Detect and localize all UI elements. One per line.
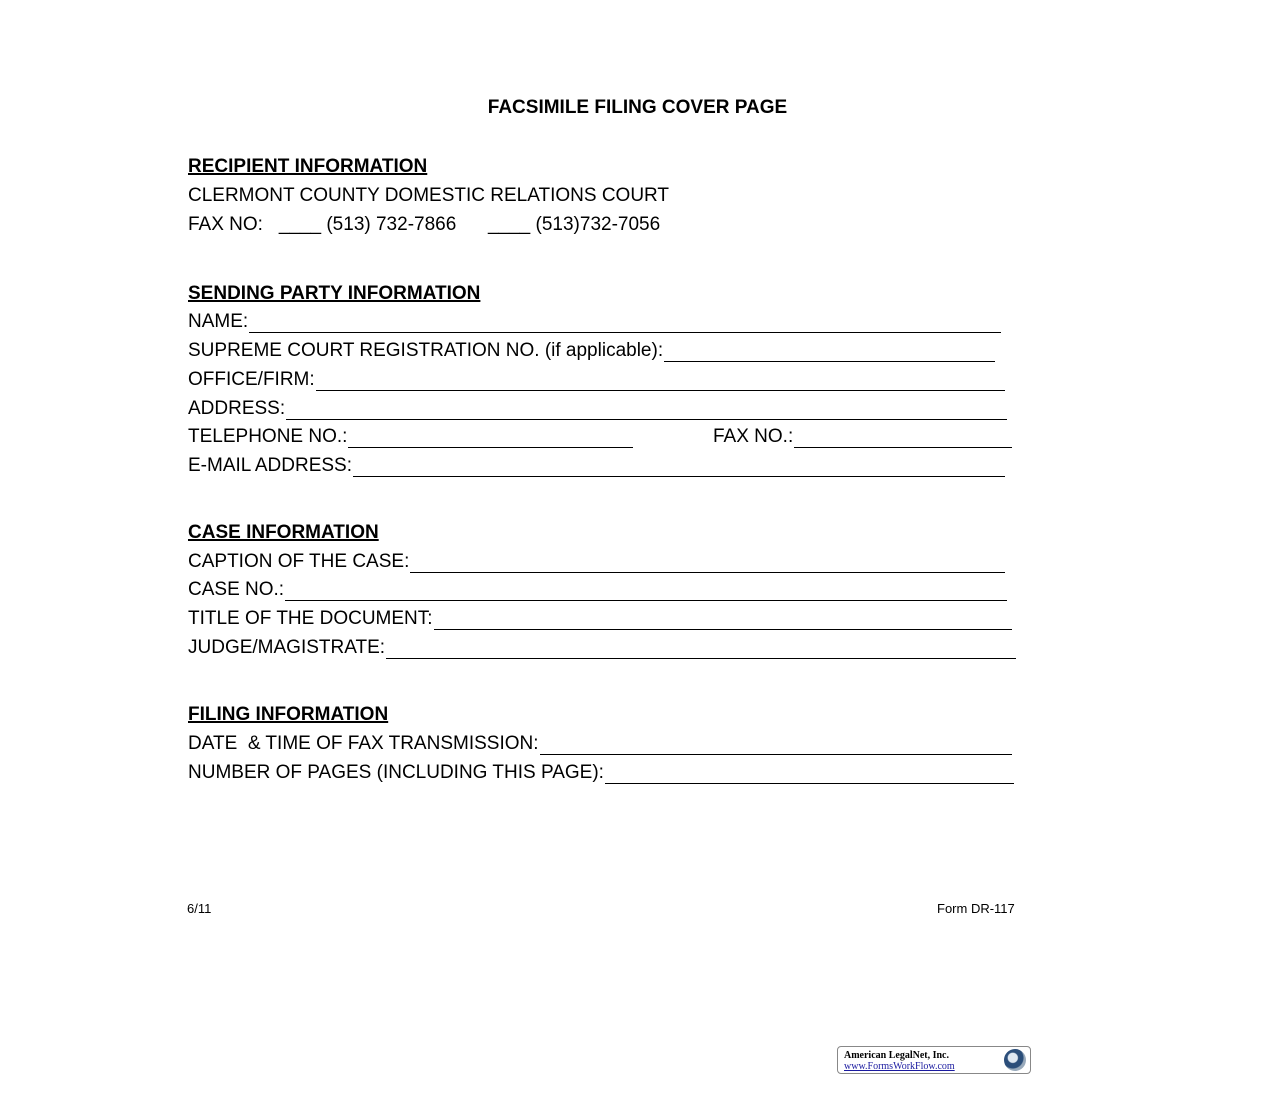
address-label: ADDRESS:: [188, 398, 286, 419]
american-legalnet-logo[interactable]: [837, 1046, 1031, 1074]
logo-url[interactable]: www.FormsWorkFlow.com: [844, 1061, 955, 1072]
datetime-input[interactable]: [540, 736, 1013, 755]
email-field: [188, 455, 1005, 477]
sending-heading: SENDING PARTY INFORMATION: [188, 283, 481, 304]
name-field: [188, 311, 1001, 333]
pages-field: [188, 762, 1014, 784]
logo-name: American LegalNet, Inc.: [844, 1050, 949, 1061]
page-title: FACSIMILE FILING COVER PAGE: [487, 97, 788, 118]
registration-input[interactable]: [664, 343, 995, 362]
email-label: E-MAIL ADDRESS:: [188, 455, 353, 476]
fax-option-1[interactable]: ____ (513) 732-7866: [278, 214, 457, 235]
registration-field: [188, 340, 995, 362]
globe-icon: [1004, 1049, 1026, 1071]
fax-label: FAX NO:: [188, 214, 263, 235]
doc-title-label: TITLE OF THE DOCUMENT:: [188, 608, 433, 629]
court-name: CLERMONT COUNTY DOMESTIC RELATIONS COURT: [188, 185, 670, 206]
fax-line: [188, 214, 660, 236]
caption-input[interactable]: [410, 554, 1005, 573]
telephone-label: TELEPHONE NO.:: [188, 426, 348, 447]
address-input[interactable]: [286, 401, 1007, 420]
caption-field: [188, 551, 1005, 573]
doc-title-input[interactable]: [434, 611, 1012, 630]
name-label: NAME:: [188, 311, 249, 332]
datetime-field: [188, 733, 1012, 755]
office-input[interactable]: [316, 372, 1005, 391]
filing-heading: FILING INFORMATION: [188, 704, 389, 725]
fax-option-2[interactable]: ____ (513)732-7056: [487, 214, 661, 235]
judge-field: [188, 637, 1016, 659]
sender-fax-field: [713, 426, 1012, 448]
sender-fax-label: FAX NO.:: [713, 426, 794, 447]
case-no-field: [188, 579, 1007, 601]
recipient-heading: RECIPIENT INFORMATION: [188, 156, 428, 177]
case-no-input[interactable]: [285, 582, 1007, 601]
registration-label: SUPREME COURT REGISTRATION NO. (if applicable):: [188, 340, 664, 361]
doc-title-field: [188, 608, 1012, 630]
judge-label: JUDGE/MAGISTRATE:: [188, 637, 386, 658]
telephone-input[interactable]: [348, 429, 633, 448]
telephone-field: [188, 426, 633, 448]
datetime-label: DATE & TIME OF FAX TRANSMISSION:: [188, 733, 539, 754]
address-field: [188, 398, 1007, 420]
caption-label: CAPTION OF THE CASE:: [188, 551, 410, 572]
office-label: OFFICE/FIRM:: [188, 369, 315, 390]
office-field: [188, 369, 1005, 391]
form-number: Form DR-117: [937, 901, 1015, 916]
revision-date: 6/11: [187, 901, 212, 916]
case-no-label: CASE NO.:: [188, 579, 285, 600]
name-input[interactable]: [249, 314, 1001, 333]
judge-input[interactable]: [386, 640, 1016, 659]
pages-label: NUMBER OF PAGES (INCLUDING THIS PAGE):: [188, 762, 604, 783]
case-heading: CASE INFORMATION: [188, 522, 379, 543]
pages-input[interactable]: [605, 765, 1014, 784]
email-input[interactable]: [353, 458, 1005, 477]
sender-fax-input[interactable]: [794, 429, 1012, 448]
